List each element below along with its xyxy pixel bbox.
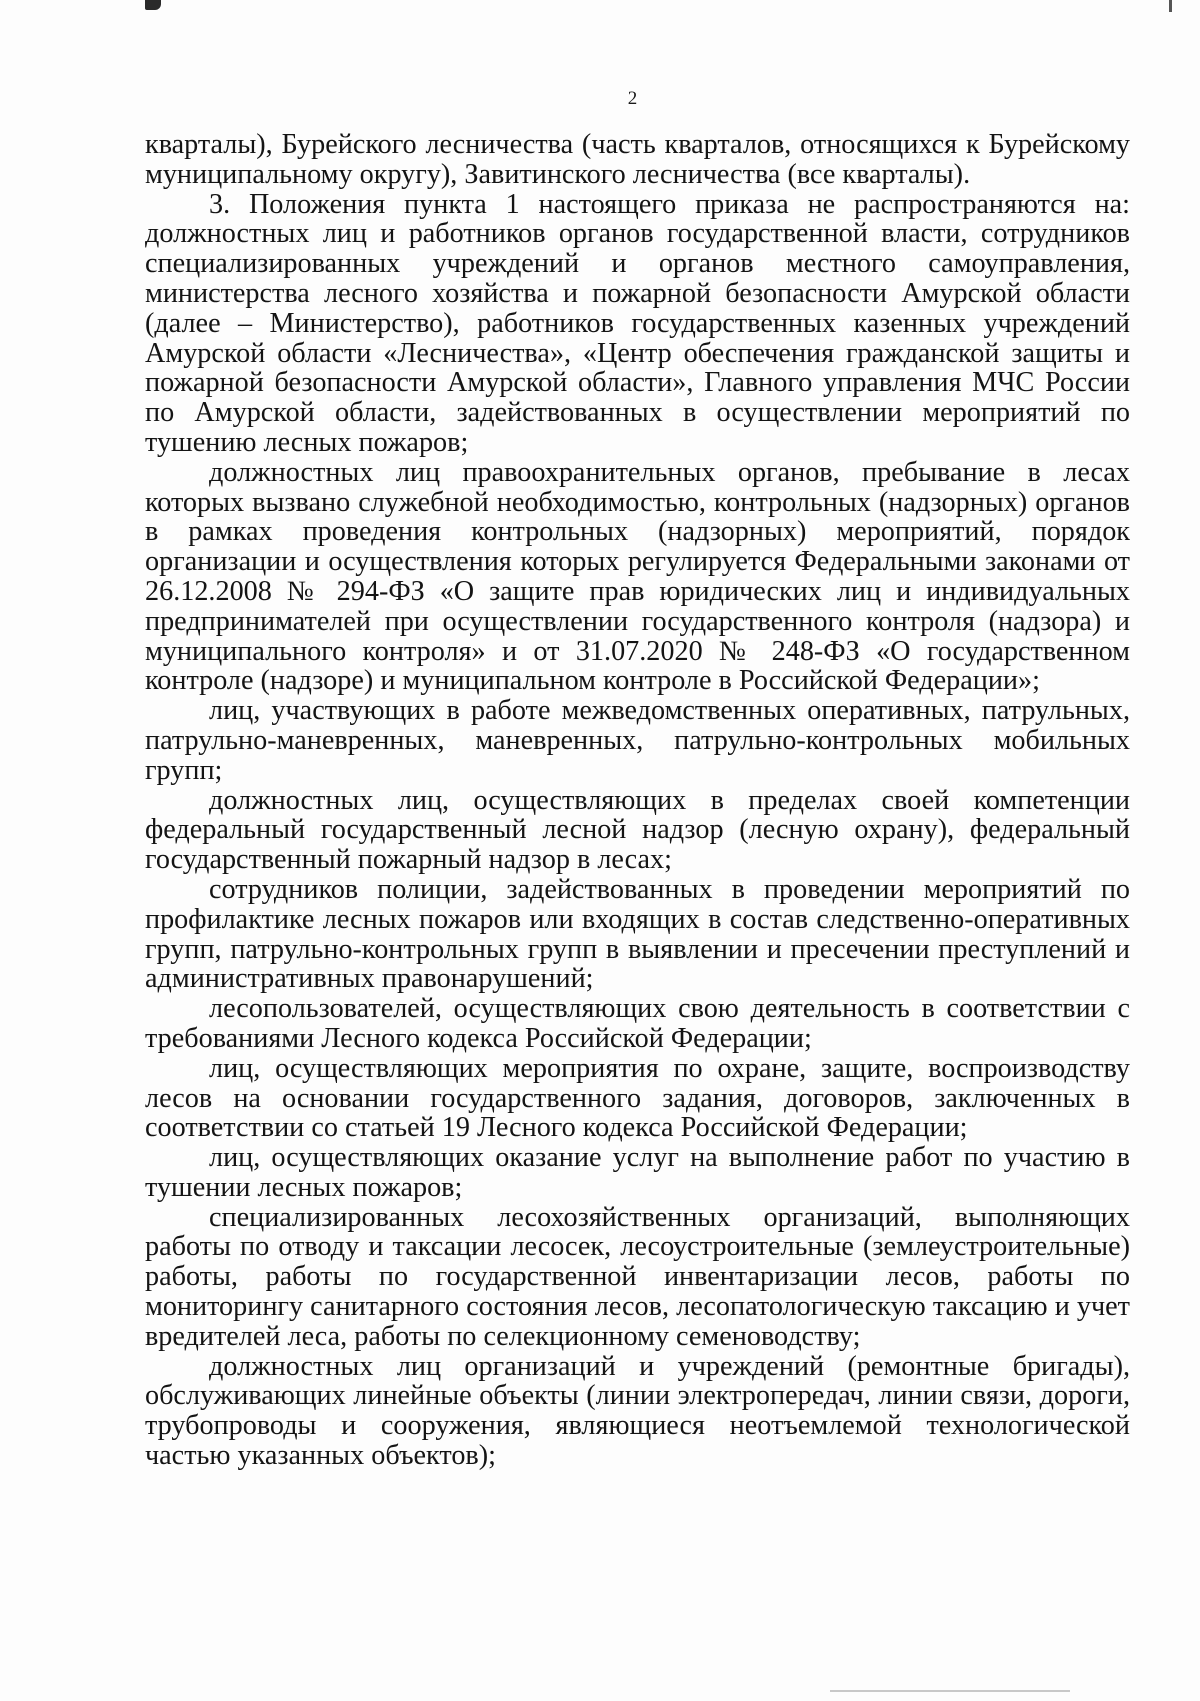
- paragraph: сотрудников полиции, задействованных в проведении мероприятий по профилактике лесных пожаров или входящих в состав следственно-оперативных групп, патрульно-контрольных групп в выявлении и пресечении преступлений и административных правонарушений;: [145, 873, 1130, 995]
- paragraph: лесопользователей, осуществляющих свою деятельность в соответствии с требованиями Лесного кодекса Российской Федерации;: [145, 993, 1130, 1054]
- paragraph: лиц, участвующих в работе межведомственных оперативных, патрульных, патрульно-маневренных, маневренных, патрульно-контрольных мобильных групп;: [145, 695, 1130, 786]
- paragraph: должностных лиц организаций и учреждений (ремонтные бригады), обслуживающих линейные объекты (линии электропередач, линии связи, дороги, трубопроводы и сооружения, являющиеся неотъемлемой технологической частью указанных объектов);: [145, 1350, 1130, 1472]
- page-number: 2: [627, 88, 638, 109]
- scan-footer-mark: [830, 1690, 1070, 1692]
- paragraph: лиц, осуществляющих оказание услуг на выполнение работ по участию в тушении лесных пожаров;: [145, 1142, 1130, 1203]
- scan-edge-tick: [1169, 0, 1172, 12]
- paragraph: должностных лиц правоохранительных органов, пребывание в лесах которых вызвано служебной необходимостью, контрольных (надзорных) органов в рамках проведения контрольных (надзорных) мероприятий, порядок организации и осуществления которых регулируется Федеральными законами от 26.12.2008 № 294-ФЗ «О защите прав юридических лиц и индивидуальных предпринимателей при осуществлении государственного контроля (надзора) и муниципального контроля» и от 31.07.2020 № 248-ФЗ «О государственном контроле (надзоре) и муниципальном контроле в Российской Федерации»;: [145, 456, 1130, 697]
- paragraph: должностных лиц, осуществляющих в пределах своей компетенции федеральный государственный лесной надзор (лесную охрану), федеральный государственный пожарный надзор в лесах;: [145, 784, 1130, 876]
- document-body: [145, 130, 1130, 1471]
- paragraph-continuation: кварталы), Бурейского лесничества (часть кварталов, относящихся к Бурейскому муниципальному округу), Завитинского лесничества (все кварталы).: [145, 129, 1130, 190]
- paragraph: лиц, осуществляющих мероприятия по охране, защите, воспроизводству лесов на основании государственного задания, договоров, заключенных в соответствии со статьей 19 Лесного кодекса Российской Федерации;: [145, 1052, 1130, 1144]
- scan-corner-mark: [145, 0, 161, 10]
- paragraph: специализированных лесохозяйственных организаций, выполняющих работы по отводу и таксации лесосек, лесоустроительные (землеустроительные) работы, работы по государственной инвентаризации лесов, работы по мониторингу санитарного состояния лесов, лесопатологическую таксацию и учет вредителей леса, работы по селекционному семеноводству;: [145, 1201, 1130, 1352]
- paragraph-item-3: 3. Положения пункта 1 настоящего приказа не распространяются на: должностных лиц и работников органов государственной власти, сотрудников специализированных учреждений и органов местного самоуправления, министерства лесного хозяйства и пожарной безопасности Амурской области (далее – Министерство), работников государственных казенных учреждений Амурской области «Лесничества», «Центр обеспечения гражданской защиты и пожарной безопасности Амурской области», Главного управления МЧС России по Амурской области, задействованных в осуществлении мероприятий по тушению лесных пожаров;: [145, 188, 1130, 458]
